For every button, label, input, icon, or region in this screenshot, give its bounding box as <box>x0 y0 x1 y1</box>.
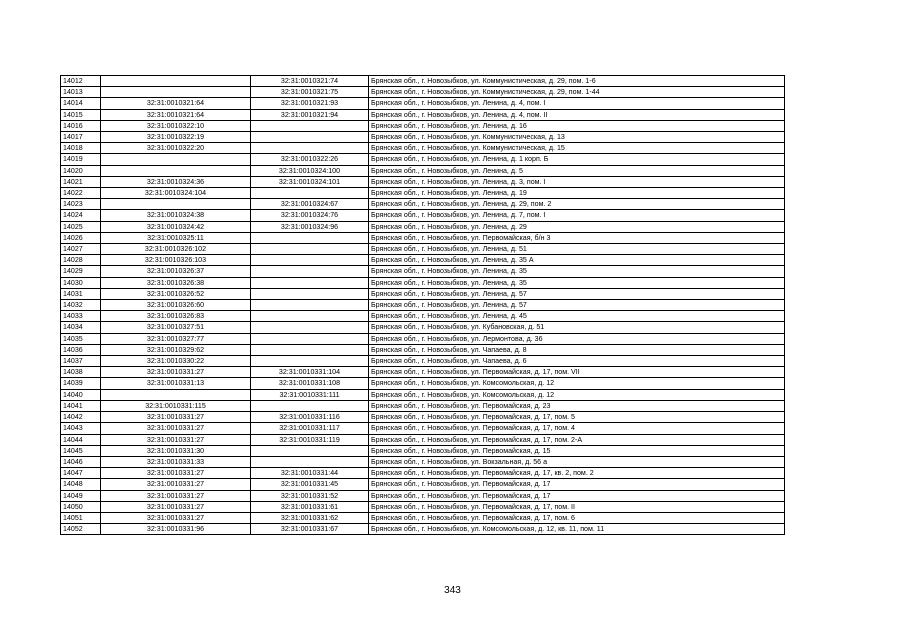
object-cadastral-number-cell <box>251 277 369 288</box>
object-cadastral-number-cell: 32:31:0010324:67 <box>251 199 369 210</box>
row-number-cell: 14047 <box>61 468 101 479</box>
object-cadastral-number-cell: 32:31:0010331:67 <box>251 524 369 535</box>
address-cell: Брянская обл., г. Новозыбков, ул. Коммунистическая, д. 29, пом. 1-44 <box>369 87 785 98</box>
table-row <box>61 300 785 311</box>
object-cadastral-number-cell <box>251 311 369 322</box>
object-cadastral-number-cell <box>251 188 369 199</box>
cadastral-number-cell: 32:31:0010324:42 <box>101 221 251 232</box>
address-cell: Брянская обл., г. Новозыбков, ул. Коммунистическая, д. 15 <box>369 143 785 154</box>
cadastral-number-cell: 32:31:0010331:30 <box>101 445 251 456</box>
property-registry-table <box>60 75 785 535</box>
cadastral-number-cell: 32:31:0010330:22 <box>101 356 251 367</box>
address-cell: Брянская обл., г. Новозыбков, ул. Первомайская, д. 17, пом. 6 <box>369 512 785 523</box>
row-number-cell: 14028 <box>61 255 101 266</box>
address-cell: Брянская обл., г. Новозыбков, ул. Первомайская, д. 15 <box>369 445 785 456</box>
cadastral-number-cell: 32:31:0010321:64 <box>101 98 251 109</box>
table-row <box>61 524 785 535</box>
row-number-cell: 14036 <box>61 344 101 355</box>
cadastral-number-cell: 32:31:0010324:104 <box>101 188 251 199</box>
table-row <box>61 244 785 255</box>
row-number-cell: 14038 <box>61 367 101 378</box>
row-number-cell: 14041 <box>61 400 101 411</box>
address-cell: Брянская обл., г. Новозыбков, ул. Первомайская, д. 17, пом. II <box>369 501 785 512</box>
row-number-cell: 14024 <box>61 210 101 221</box>
row-number-cell: 14034 <box>61 322 101 333</box>
cadastral-number-cell: 32:31:0010331:27 <box>101 479 251 490</box>
address-cell: Брянская обл., г. Новозыбков, ул. Первомайская, д. 17, кв. 2, пом. 2 <box>369 468 785 479</box>
address-cell: Брянская обл., г. Новозыбков, ул. Первомайская, д. 17 <box>369 479 785 490</box>
address-cell: Брянская обл., г. Новозыбков, ул. Коммунистическая, д. 13 <box>369 132 785 143</box>
row-number-cell: 14031 <box>61 288 101 299</box>
object-cadastral-number-cell <box>251 232 369 243</box>
row-number-cell: 14033 <box>61 311 101 322</box>
table-row <box>61 512 785 523</box>
object-cadastral-number-cell: 32:31:0010331:61 <box>251 501 369 512</box>
address-cell: Брянская обл., г. Новозыбков, ул. Ленина, д. 1 корп. Б <box>369 154 785 165</box>
cadastral-number-cell: 32:31:0010324:36 <box>101 176 251 187</box>
table-row <box>61 165 785 176</box>
table-row <box>61 479 785 490</box>
table-row <box>61 344 785 355</box>
cadastral-number-cell: 32:31:0010322:10 <box>101 120 251 131</box>
object-cadastral-number-cell <box>251 322 369 333</box>
table-row <box>61 109 785 120</box>
row-number-cell: 14044 <box>61 434 101 445</box>
table-row <box>61 322 785 333</box>
cadastral-number-cell: 32:31:0010331:27 <box>101 367 251 378</box>
object-cadastral-number-cell <box>251 266 369 277</box>
address-cell: Брянская обл., г. Новозыбков, ул. Ленина, д. 35 <box>369 277 785 288</box>
cadastral-number-cell: 32:31:0010322:20 <box>101 143 251 154</box>
table-row <box>61 266 785 277</box>
object-cadastral-number-cell <box>251 344 369 355</box>
object-cadastral-number-cell <box>251 244 369 255</box>
table-row <box>61 367 785 378</box>
object-cadastral-number-cell: 32:31:0010324:76 <box>251 210 369 221</box>
object-cadastral-number-cell <box>251 300 369 311</box>
cadastral-number-cell: 32:31:0010321:64 <box>101 109 251 120</box>
table-row <box>61 434 785 445</box>
object-cadastral-number-cell <box>251 400 369 411</box>
address-cell: Брянская обл., г. Новозыбков, ул. Кубановская, д. 51 <box>369 322 785 333</box>
row-number-cell: 14018 <box>61 143 101 154</box>
object-cadastral-number-cell: 32:31:0010331:52 <box>251 490 369 501</box>
registry-table-body <box>61 76 785 535</box>
table-row <box>61 412 785 423</box>
address-cell: Брянская обл., г. Новозыбков, ул. Ленина, д. 35 А <box>369 255 785 266</box>
row-number-cell: 14013 <box>61 87 101 98</box>
row-number-cell: 14019 <box>61 154 101 165</box>
cadastral-number-cell: 32:31:0010324:38 <box>101 210 251 221</box>
object-cadastral-number-cell: 32:31:0010331:111 <box>251 389 369 400</box>
cadastral-number-cell: 32:31:0010326:102 <box>101 244 251 255</box>
address-cell: Брянская обл., г. Новозыбков, ул. Ленина, д. 7, пом. I <box>369 210 785 221</box>
cadastral-number-cell: 32:31:0010331:27 <box>101 490 251 501</box>
table-row <box>61 232 785 243</box>
address-cell: Брянская обл., г. Новозыбков, ул. Ленина, д. 45 <box>369 311 785 322</box>
row-number-cell: 14015 <box>61 109 101 120</box>
address-cell: Брянская обл., г. Новозыбков, ул. Комсомольская, д. 12 <box>369 389 785 400</box>
cadastral-number-cell <box>101 199 251 210</box>
table-row <box>61 490 785 501</box>
object-cadastral-number-cell <box>251 132 369 143</box>
row-number-cell: 14045 <box>61 445 101 456</box>
table-row <box>61 120 785 131</box>
table-row <box>61 277 785 288</box>
row-number-cell: 14032 <box>61 300 101 311</box>
object-cadastral-number-cell: 32:31:0010321:75 <box>251 87 369 98</box>
row-number-cell: 14048 <box>61 479 101 490</box>
table-row <box>61 468 785 479</box>
table-row <box>61 423 785 434</box>
row-number-cell: 14029 <box>61 266 101 277</box>
address-cell: Брянская обл., г. Новозыбков, ул. Чапаева, д. 6 <box>369 356 785 367</box>
cadastral-number-cell: 32:31:0010331:27 <box>101 512 251 523</box>
cadastral-number-cell: 32:31:0010331:96 <box>101 524 251 535</box>
address-cell: Брянская обл., г. Новозыбков, ул. Ленина, д. 16 <box>369 120 785 131</box>
row-number-cell: 14039 <box>61 378 101 389</box>
cadastral-number-cell: 32:31:0010331:115 <box>101 400 251 411</box>
address-cell: Брянская обл., г. Новозыбков, ул. Первомайская, д. 17, пом. 5 <box>369 412 785 423</box>
row-number-cell: 14037 <box>61 356 101 367</box>
object-cadastral-number-cell: 32:31:0010321:94 <box>251 109 369 120</box>
cadastral-number-cell <box>101 87 251 98</box>
table-row <box>61 199 785 210</box>
row-number-cell: 14027 <box>61 244 101 255</box>
address-cell: Брянская обл., г. Новозыбков, ул. Ленина, д. 29 <box>369 221 785 232</box>
table-row <box>61 288 785 299</box>
row-number-cell: 14017 <box>61 132 101 143</box>
object-cadastral-number-cell: 32:31:0010331:104 <box>251 367 369 378</box>
row-number-cell: 14050 <box>61 501 101 512</box>
cadastral-number-cell: 32:31:0010331:13 <box>101 378 251 389</box>
table-row <box>61 311 785 322</box>
table-row <box>61 356 785 367</box>
address-cell: Брянская обл., г. Новозыбков, ул. Ленина, д. 29, пом. 2 <box>369 199 785 210</box>
table-row <box>61 132 785 143</box>
address-cell: Брянская обл., г. Новозыбков, ул. Вокзальная, д. 56 а <box>369 456 785 467</box>
cadastral-number-cell: 32:31:0010326:60 <box>101 300 251 311</box>
cadastral-number-cell: 32:31:0010325:11 <box>101 232 251 243</box>
object-cadastral-number-cell: 32:31:0010322:26 <box>251 154 369 165</box>
object-cadastral-number-cell <box>251 333 369 344</box>
row-number-cell: 14051 <box>61 512 101 523</box>
address-cell: Брянская обл., г. Новозыбков, ул. Чапаева, д. 8 <box>369 344 785 355</box>
table-row <box>61 389 785 400</box>
row-number-cell: 14043 <box>61 423 101 434</box>
row-number-cell: 14030 <box>61 277 101 288</box>
page-number: 343 <box>444 585 461 596</box>
address-cell: Брянская обл., г. Новозыбков, ул. Первомайская, д. 17 <box>369 490 785 501</box>
cadastral-number-cell <box>101 165 251 176</box>
cadastral-number-cell: 32:31:0010331:27 <box>101 468 251 479</box>
table-row <box>61 143 785 154</box>
address-cell: Брянская обл., г. Новозыбков, ул. Комсомольская, д. 12, кв. 11, пом. 11 <box>369 524 785 535</box>
row-number-cell: 14046 <box>61 456 101 467</box>
object-cadastral-number-cell: 32:31:0010324:100 <box>251 165 369 176</box>
object-cadastral-number-cell: 32:31:0010324:96 <box>251 221 369 232</box>
row-number-cell: 14042 <box>61 412 101 423</box>
address-cell: Брянская обл., г. Новозыбков, ул. Лермонтова, д. 36 <box>369 333 785 344</box>
cadastral-number-cell: 32:31:0010327:77 <box>101 333 251 344</box>
object-cadastral-number-cell: 32:31:0010331:116 <box>251 412 369 423</box>
row-number-cell: 14020 <box>61 165 101 176</box>
row-number-cell: 14040 <box>61 389 101 400</box>
table-row <box>61 456 785 467</box>
address-cell: Брянская обл., г. Новозыбков, ул. Первомайская, б/н 3 <box>369 232 785 243</box>
cadastral-number-cell: 32:31:0010326:38 <box>101 277 251 288</box>
cadastral-number-cell: 32:31:0010331:27 <box>101 412 251 423</box>
object-cadastral-number-cell: 32:31:0010331:45 <box>251 479 369 490</box>
object-cadastral-number-cell: 32:31:0010321:74 <box>251 76 369 87</box>
address-cell: Брянская обл., г. Новозыбков, ул. Ленина, д. 19 <box>369 188 785 199</box>
address-cell: Брянская обл., г. Новозыбков, ул. Комсомольская, д. 12 <box>369 378 785 389</box>
cadastral-number-cell: 32:31:0010331:27 <box>101 434 251 445</box>
cadastral-number-cell: 32:31:0010327:51 <box>101 322 251 333</box>
row-number-cell: 14035 <box>61 333 101 344</box>
table-row <box>61 255 785 266</box>
object-cadastral-number-cell: 32:31:0010331:108 <box>251 378 369 389</box>
row-number-cell: 14023 <box>61 199 101 210</box>
row-number-cell: 14016 <box>61 120 101 131</box>
address-cell: Брянская обл., г. Новозыбков, ул. Ленина, д. 57 <box>369 288 785 299</box>
address-cell: Брянская обл., г. Новозыбков, ул. Ленина, д. 35 <box>369 266 785 277</box>
address-cell: Брянская обл., г. Новозыбков, ул. Ленина, д. 4, пом. II <box>369 109 785 120</box>
cadastral-number-cell <box>101 76 251 87</box>
object-cadastral-number-cell: 32:31:0010321:93 <box>251 98 369 109</box>
object-cadastral-number-cell <box>251 456 369 467</box>
row-number-cell: 14022 <box>61 188 101 199</box>
table-row <box>61 154 785 165</box>
row-number-cell: 14025 <box>61 221 101 232</box>
address-cell: Брянская обл., г. Новозыбков, ул. Первомайская, д. 17, пом. 4 <box>369 423 785 434</box>
cadastral-number-cell: 32:31:0010322:19 <box>101 132 251 143</box>
object-cadastral-number-cell <box>251 356 369 367</box>
table-row <box>61 221 785 232</box>
table-row <box>61 176 785 187</box>
address-cell: Брянская обл., г. Новозыбков, ул. Первомайская, д. 17, пом. VII <box>369 367 785 378</box>
table-row <box>61 98 785 109</box>
address-cell: Брянская обл., г. Новозыбков, ул. Первомайская, д. 23 <box>369 400 785 411</box>
cadastral-number-cell: 32:31:0010331:33 <box>101 456 251 467</box>
row-number-cell: 14049 <box>61 490 101 501</box>
table-row <box>61 501 785 512</box>
row-number-cell: 14012 <box>61 76 101 87</box>
table-row <box>61 188 785 199</box>
address-cell: Брянская обл., г. Новозыбков, ул. Первомайская, д. 17, пом. 2-А <box>369 434 785 445</box>
address-cell: Брянская обл., г. Новозыбков, ул. Ленина, д. 4, пом. I <box>369 98 785 109</box>
object-cadastral-number-cell <box>251 288 369 299</box>
object-cadastral-number-cell <box>251 120 369 131</box>
cadastral-number-cell: 32:31:0010331:27 <box>101 501 251 512</box>
address-cell: Брянская обл., г. Новозыбков, ул. Ленина, д. 3, пом. I <box>369 176 785 187</box>
cadastral-number-cell: 32:31:0010326:83 <box>101 311 251 322</box>
address-cell: Брянская обл., г. Новозыбков, ул. Ленина, д. 57 <box>369 300 785 311</box>
table-row <box>61 76 785 87</box>
table-row <box>61 445 785 456</box>
object-cadastral-number-cell <box>251 143 369 154</box>
cadastral-number-cell <box>101 154 251 165</box>
table-row <box>61 87 785 98</box>
table-row <box>61 210 785 221</box>
object-cadastral-number-cell: 32:31:0010324:101 <box>251 176 369 187</box>
row-number-cell: 14026 <box>61 232 101 243</box>
address-cell: Брянская обл., г. Новозыбков, ул. Ленина, д. 51 <box>369 244 785 255</box>
row-number-cell: 14014 <box>61 98 101 109</box>
address-cell: Брянская обл., г. Новозыбков, ул. Коммунистическая, д. 29, пом. 1-6 <box>369 76 785 87</box>
object-cadastral-number-cell: 32:31:0010331:44 <box>251 468 369 479</box>
table-row <box>61 400 785 411</box>
cadastral-number-cell: 32:31:0010329:62 <box>101 344 251 355</box>
object-cadastral-number-cell: 32:31:0010331:119 <box>251 434 369 445</box>
address-cell: Брянская обл., г. Новозыбков, ул. Ленина, д. 5 <box>369 165 785 176</box>
object-cadastral-number-cell: 32:31:0010331:62 <box>251 512 369 523</box>
object-cadastral-number-cell <box>251 255 369 266</box>
cadastral-number-cell: 32:31:0010326:37 <box>101 266 251 277</box>
table-row <box>61 378 785 389</box>
object-cadastral-number-cell: 32:31:0010331:117 <box>251 423 369 434</box>
cadastral-number-cell: 32:31:0010331:27 <box>101 423 251 434</box>
table-row <box>61 333 785 344</box>
cadastral-number-cell: 32:31:0010326:52 <box>101 288 251 299</box>
cadastral-number-cell: 32:31:0010326:103 <box>101 255 251 266</box>
object-cadastral-number-cell <box>251 445 369 456</box>
row-number-cell: 14052 <box>61 524 101 535</box>
row-number-cell: 14021 <box>61 176 101 187</box>
cadastral-number-cell <box>101 389 251 400</box>
